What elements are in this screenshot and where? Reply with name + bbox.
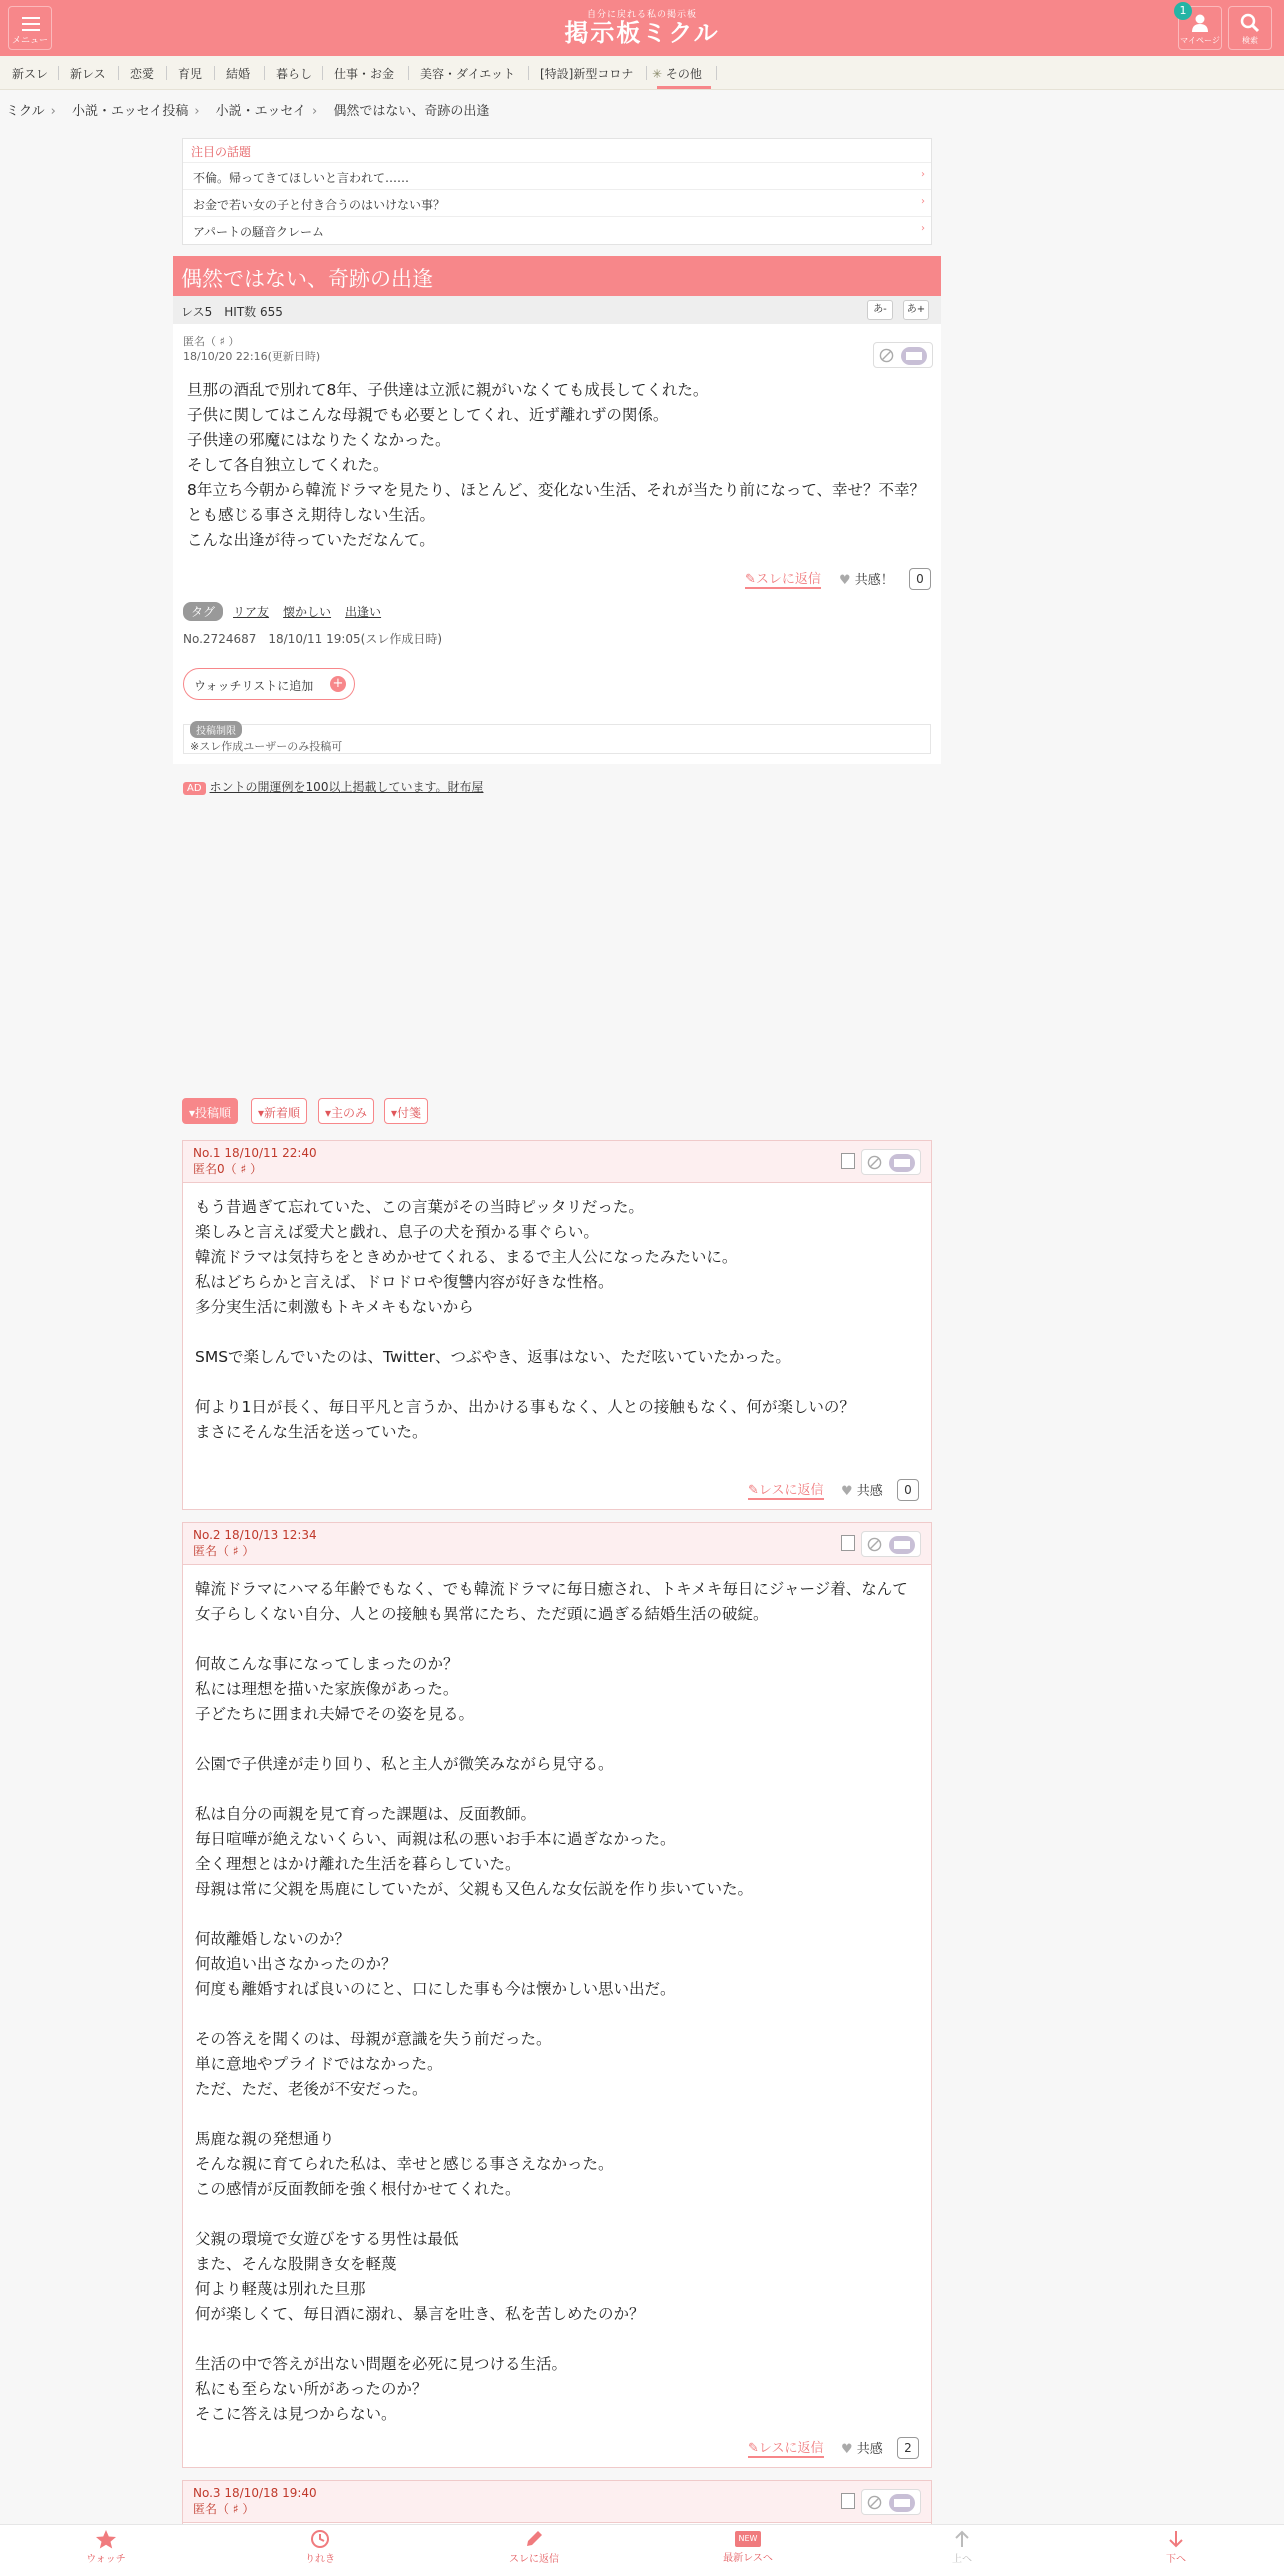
bottom-label: 下へ <box>1166 2554 1186 2565</box>
thread-text <box>187 378 932 553</box>
breadcrumb-item[interactable]: 小説・エッセイ <box>215 104 307 119</box>
avatar-icon[interactable] <box>888 1153 916 1173</box>
ad-link[interactable]: ホントの開運例を100以上掲載しています。財布屋 <box>209 780 484 794</box>
bottom-scroll-up-button[interactable] <box>902 2529 1022 2565</box>
response-text-line: 馬鹿な親の発想通り <box>195 2130 335 2148</box>
like-label: 共感！ <box>854 573 894 588</box>
bottom-reply-button[interactable] <box>474 2529 594 2565</box>
response-text-line: 生活の中で答えが出ない問題を必死に見つける生活。 <box>195 2355 568 2373</box>
bottom-label: 最新レスへ <box>723 2553 773 2564</box>
response-text-line: 何より軽蔑は別れた旦那 <box>195 2280 366 2298</box>
avatar-icon[interactable] <box>888 1535 916 1555</box>
response-text-line: そこに答えは見つからない。 <box>195 2405 397 2423</box>
response-header <box>183 2481 931 2523</box>
category-new-replies[interactable]: 新レス <box>70 67 106 81</box>
pencil-icon: ✎ <box>745 572 756 587</box>
arrow-down-icon <box>1166 2529 1186 2549</box>
heart-icon: ♥ <box>839 573 851 588</box>
thread-meta <box>173 296 941 324</box>
response-text-line: もう昔過ぎて忘れていた、この言葉がその当時ピッタリだった。 <box>195 1198 644 1216</box>
response-text-line <box>195 1370 919 1395</box>
response-text-line <box>195 2327 919 2352</box>
bottom-label: スレに返信 <box>509 2554 559 2565</box>
filter-owner-only[interactable] <box>318 1098 374 1124</box>
mypage-label: マイページ <box>1180 36 1220 45</box>
response-text-line: 私はどちらかと言えば、ドロドロや復讐内容が好きな性格。 <box>195 1273 614 1291</box>
sort-label: 主のみ <box>331 1106 368 1120</box>
restriction-text: ※スレ作成ユーザーのみ投稿可 <box>190 740 343 753</box>
response-number: No.2 18/10/13 12:34 <box>193 1528 317 1542</box>
response-text-line <box>195 1777 919 1802</box>
category-other-label: その他 <box>665 67 702 81</box>
caret-down-icon: ▾ <box>189 1106 196 1120</box>
thread-updated-date: 18/10/20 22:16(更新日時) <box>183 350 321 363</box>
response-text-line <box>195 1320 919 1345</box>
response-text-line: 私は自分の両親を見て育った課題は、反面教師。 <box>195 1805 537 1823</box>
new-badge-icon: NEW <box>735 2531 761 2547</box>
response-text-line: 父親の環境で女遊びをする男性は最低 <box>195 2230 459 2248</box>
user-icon <box>1190 13 1210 33</box>
trending-topic-item[interactable] <box>183 217 931 244</box>
search-label: 検索 <box>1242 36 1258 45</box>
category-parenting[interactable]: 育児 <box>178 67 203 81</box>
response-text-line <box>195 2102 919 2127</box>
thread-stats: レス5 HIT数 655 <box>181 305 283 319</box>
divider <box>264 66 265 80</box>
breadcrumb-current: 偶然ではない、奇跡の出逢 <box>333 104 490 119</box>
topic-title: 不倫。帰ってきてほしいと言われて…… <box>193 171 410 185</box>
site-name: 掲示板ミクル <box>564 19 720 47</box>
bottom-label: りれき <box>305 2554 335 2565</box>
response-text-line: 何より1日が長く、毎日平凡と言うか、出かける事もなく、人との接触もなく、何が楽しいの？ <box>195 1398 855 1416</box>
add-watchlist-button[interactable] <box>183 668 355 700</box>
tag-label: タグ <box>183 602 223 621</box>
divider <box>528 66 529 80</box>
thread-tags <box>183 602 395 621</box>
chevron-right-icon: › <box>921 223 925 234</box>
chevron-right-icon: › <box>50 104 56 119</box>
response-text-line: 楽しみと言えば愛犬と戯れ、息子の犬を預かる事ぐらい。 <box>195 1223 599 1241</box>
ad-line <box>183 778 484 795</box>
block-icon[interactable] <box>867 1537 882 1552</box>
category-nav <box>0 56 1284 90</box>
response-number: No.3 18/10/18 19:40 <box>193 2486 317 2500</box>
bottom-history-button[interactable] <box>260 2529 380 2565</box>
sticky-note-icon[interactable] <box>841 1535 855 1551</box>
heart-icon: ♥ <box>841 1484 853 1499</box>
category-covid-special[interactable]: [特設]新型コロナ <box>540 67 634 81</box>
like-count: 0 <box>909 568 931 590</box>
divider <box>58 66 59 80</box>
sort-by-post-order[interactable] <box>182 1098 238 1124</box>
caret-down-icon: ▾ <box>258 1106 265 1120</box>
thread-text-line: 子供に関してはこんな母親でも必要としてくれ、近ず離れずの関係。 <box>187 406 669 424</box>
thread-reply-button[interactable] <box>745 568 821 589</box>
response-text-line: 私には理想を描いた家族像があった。 <box>195 1680 459 1698</box>
trending-topics <box>182 138 932 245</box>
trending-topics-heading: 注目の話題 <box>183 139 931 163</box>
response-text-line: 何度も離婚すれば良いのにと、口にした事も今は懐かしい思い出だ。 <box>195 1980 676 1998</box>
response-text-line: この感情が反面教師を強く根付かせてくれた。 <box>195 2180 521 2198</box>
category-new-threads[interactable]: 新スレ <box>12 67 49 81</box>
like-count: 2 <box>897 2437 919 2459</box>
response-item <box>182 1140 932 1510</box>
response-text-line: 単に意地やプライドではなかった。 <box>195 2055 443 2073</box>
sort-label: 投稿順 <box>195 1106 232 1120</box>
block-icon[interactable] <box>867 1155 882 1170</box>
category-love[interactable]: 恋愛 <box>130 67 155 81</box>
avatar-icon[interactable] <box>900 346 928 366</box>
thread-like-button[interactable] <box>839 569 894 588</box>
response-text-line: ただ、ただ、老後が不安だった。 <box>195 2080 428 2098</box>
response-reply-button[interactable] <box>748 2437 824 2458</box>
breadcrumb-item[interactable]: 小説・エッセイ投稿 <box>71 104 189 119</box>
topic-title: お金で若い女の子と付き合うのはいけない事？ <box>193 198 446 212</box>
response-text-line <box>195 2202 919 2227</box>
like-label: 共感 <box>856 1484 883 1499</box>
watch-label: ウォッチリストに追加 <box>194 679 314 693</box>
menu-label: メニュー <box>11 36 48 46</box>
divider <box>322 66 323 80</box>
breadcrumb <box>6 100 495 119</box>
response-text-line: その答えを聞くのは、母親が意識を失う前だった。 <box>195 2030 552 2048</box>
divider <box>118 66 119 80</box>
thread-text-line: 子供達の邪魔にはなりたくなかった。 <box>187 431 451 449</box>
response-author: 匿名（ ♯ ） <box>193 2502 255 2516</box>
thread-text-line: そして各自独立してくれた。 <box>187 456 389 474</box>
sort-label: 付箋 <box>397 1106 422 1120</box>
filter-sticky[interactable] <box>384 1098 428 1124</box>
trending-topic-item[interactable] <box>183 190 931 217</box>
reply-label: レスに返信 <box>758 1483 824 1498</box>
response-text-line: 多分実生活に刺激もトキメキもないから <box>195 1298 474 1316</box>
response-text-line: 公園で子供達が走り回り、私と主人が微笑みながら見守る。 <box>195 1755 614 1773</box>
thread-title: 偶然ではない、奇跡の出逢 <box>173 256 941 296</box>
response-author: 匿名0（ ♯ ） <box>193 1162 263 1176</box>
response-text-line: そんな親に育てられた私は、幸せと感じる事さえなかった。 <box>195 2155 614 2173</box>
sort-by-newest[interactable] <box>251 1098 307 1124</box>
pencil-icon: ✎ <box>748 2441 759 2456</box>
sticky-note-icon[interactable] <box>841 2493 855 2509</box>
site-logo[interactable] <box>542 7 742 46</box>
thread-number: No.2724687 18/10/11 19:05(スレ作成日時) <box>183 632 443 646</box>
caret-down-icon: ▾ <box>325 1106 332 1120</box>
search-button[interactable] <box>1228 6 1272 50</box>
divider <box>716 66 717 80</box>
thread-text-line: 旦那の酒乱で別れて8年、子供達は立派に親がいなくても成長してくれた。 <box>187 381 709 399</box>
divider <box>166 66 167 80</box>
response-text-line: 何が楽しくて、毎日酒に溺れ、暴言を吐き、私を苦しめたのか？ <box>195 2305 645 2323</box>
response-text-line: SMSで楽しんでいたのは、Twitter、つぶやき、返事はない、ただ呟いていたかった。 <box>195 1348 791 1366</box>
bottom-latest-button[interactable] <box>688 2529 808 2564</box>
response-text-line <box>195 2002 919 2027</box>
trending-topic-item[interactable] <box>183 163 931 190</box>
sticky-note-icon[interactable] <box>841 1153 855 1169</box>
response-text-line <box>195 1727 919 1752</box>
other-icon: ✳ <box>652 67 663 81</box>
response-text <box>183 1183 931 1445</box>
thread-text-line: 8年立ち今朝から韓流ドラマを見たり、ほとんど、変化ない生活、それが当たり前になって、幸せ？不幸？とも感じる事さえ期待しない生活。 <box>187 481 926 524</box>
bottom-scroll-down-button[interactable] <box>1116 2529 1236 2565</box>
divider <box>646 66 647 80</box>
restriction-label: 投稿制限 <box>190 721 242 738</box>
bottom-nav <box>0 2524 1284 2568</box>
response-text-line <box>195 1902 919 1927</box>
author-name: 匿名（ ♯ ） <box>183 335 240 348</box>
response-text-line: 毎日喧嘩が絶えないくらい、両親は私の悪いお手本に過ぎなかった。 <box>195 1830 676 1848</box>
arrow-up-icon <box>952 2529 972 2549</box>
response-author: 匿名（ ♯ ） <box>193 1544 255 1558</box>
site-tagline: 自分に戻れる私の掲示板 <box>586 10 697 20</box>
reply-label: スレに返信 <box>755 572 821 587</box>
response-like-button[interactable] <box>841 2438 883 2457</box>
sort-label: 新着順 <box>264 1106 301 1120</box>
category-beauty-diet[interactable]: 美容・ダイエット <box>420 67 516 81</box>
tag-link[interactable]: 懐かしい <box>283 605 332 619</box>
chevron-right-icon: › <box>312 104 318 119</box>
ad-badge: AD <box>183 782 206 795</box>
response-text <box>183 1565 931 2427</box>
block-icon[interactable] <box>879 348 894 363</box>
divider <box>408 66 409 80</box>
response-header <box>183 1141 931 1183</box>
response-like-button[interactable] <box>841 1480 883 1499</box>
response-text-line: まさにそんな生活を送っていた。 <box>195 1423 428 1441</box>
like-count: 0 <box>897 1479 919 1501</box>
response-reply-button[interactable] <box>748 1479 824 1500</box>
category-marriage[interactable]: 結婚 <box>226 67 251 81</box>
tag-link[interactable]: リア友 <box>233 605 270 619</box>
response-text-line: 何故離婚しないのか？ <box>195 1930 351 1948</box>
response-actions <box>861 2489 921 2515</box>
post-restriction <box>183 724 931 754</box>
response-text-line: 韓流ドラマにハマる年齢でもなく、でも韓流ドラマに毎日癒され、トキメキ毎日にジャージ着、なんて女子らしくない自分、人との接触も異常にたち、ただ頭に過ぎる結婚生活の破綻。 <box>195 1580 908 1623</box>
response-text-line: 何故こんな事になってしまったのか？ <box>195 1655 459 1673</box>
active-category-indicator <box>657 86 711 89</box>
response-actions <box>861 1149 921 1175</box>
thread-author <box>183 334 320 364</box>
response-text-line: 韓流ドラマは気持ちをときめかせてくれる、まるで主人公になったみたいに。 <box>195 1248 738 1266</box>
search-icon <box>1240 13 1260 33</box>
response-number: No.1 18/10/11 22:40 <box>193 1146 317 1160</box>
response-text-line <box>195 1627 919 1652</box>
chevron-right-icon: › <box>194 104 200 119</box>
response-text-line: 何故追い出さなかったのか？ <box>195 1955 397 1973</box>
plus-icon: + <box>330 676 346 692</box>
clock-icon <box>310 2529 330 2549</box>
response-actions <box>861 1531 921 1557</box>
pencil-icon <box>524 2529 544 2549</box>
response-text-line: 全く理想とはかけ離れた生活を暮らしていた。 <box>195 1855 521 1873</box>
chevron-right-icon: › <box>921 196 925 207</box>
response-text-line: 私にも至らない所があったのか？ <box>195 2380 428 2398</box>
thread-body <box>173 324 941 764</box>
response-text-line: また、そんな股開き女を軽蔑 <box>195 2255 397 2273</box>
tag-link[interactable]: 出逢い <box>345 605 382 619</box>
like-label: 共感 <box>856 2442 883 2457</box>
pencil-icon: ✎ <box>748 1483 759 1498</box>
category-work-money[interactable]: 仕事・お金 <box>334 67 395 81</box>
breadcrumb-item[interactable]: ミクル <box>6 104 45 119</box>
thread-text-line: こんな出逢が待っていただなんて。 <box>187 531 435 549</box>
chevron-right-icon: › <box>921 169 925 180</box>
response-text-line: 子どたちに囲まれ夫婦でその姿を見る。 <box>195 1705 475 1723</box>
menu-button[interactable] <box>8 6 52 50</box>
thread-actions <box>873 342 933 368</box>
category-other[interactable] <box>652 65 702 82</box>
bottom-watch-button[interactable] <box>46 2529 166 2565</box>
bottom-label: ウォッチ <box>86 2554 126 2565</box>
response-text-line: 母親は常に父親を馬鹿にしていたが、父親も又色んな女伝説を作り歩いていた。 <box>195 1880 754 1898</box>
font-smaller-button[interactable]: あ- <box>867 300 893 320</box>
bottom-label: 上へ <box>952 2554 972 2565</box>
caret-down-icon: ▾ <box>391 1106 398 1120</box>
font-larger-button[interactable]: あ+ <box>903 300 929 320</box>
response-item <box>182 1522 932 2468</box>
heart-icon: ♥ <box>841 2442 853 2457</box>
reply-label: レスに返信 <box>758 2441 824 2456</box>
notification-badge: 1 <box>1174 2 1192 20</box>
star-icon <box>95 2529 117 2549</box>
topic-title: アパートの騒音クレーム <box>193 225 325 239</box>
avatar-icon[interactable] <box>888 2493 916 2513</box>
site-header <box>0 0 1284 56</box>
block-icon[interactable] <box>867 2495 882 2510</box>
response-header <box>183 1523 931 1565</box>
category-living[interactable]: 暮らし <box>276 67 313 81</box>
divider <box>214 66 215 80</box>
